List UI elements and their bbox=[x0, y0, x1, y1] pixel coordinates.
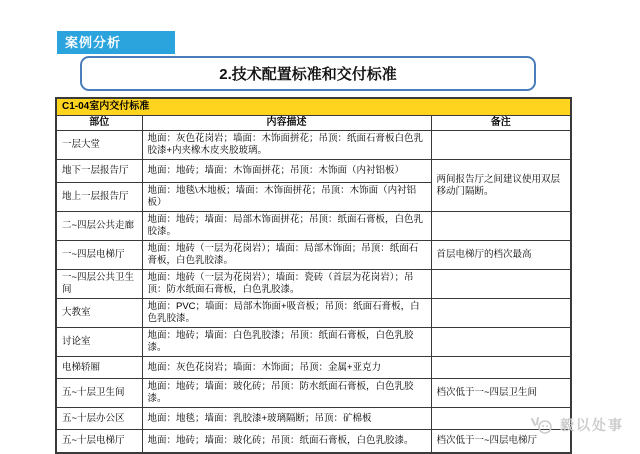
cell-note: 档次低于一~四层卫生间 bbox=[431, 379, 571, 408]
watermark-text: 毅以处事 bbox=[560, 417, 624, 433]
cell-part: 一~四层公共卫生间 bbox=[56, 270, 142, 299]
watermark bbox=[530, 414, 624, 436]
table-row bbox=[56, 299, 571, 328]
cell-description: 地面：地砖；墙面：玻化砖；吊顶：纸面石膏板，白色乳胶漆。 bbox=[142, 430, 431, 453]
cell-description: 地面：地砖；墙面：木饰面拼花；吊顶：木饰面（内衬铝板） bbox=[142, 160, 431, 183]
page-title-box bbox=[80, 56, 536, 91]
cell-note bbox=[431, 212, 571, 241]
table-row bbox=[56, 408, 571, 430]
cell-part: 五~十层办公区 bbox=[56, 408, 142, 430]
cell-part: 五~十层电梯厅 bbox=[56, 430, 142, 453]
table-row bbox=[56, 270, 571, 299]
column-header-part: 部位 bbox=[56, 116, 142, 131]
cell-description: 地面：地毯；墙面：乳胶漆+玻璃隔断；吊顶：矿棉板 bbox=[142, 408, 431, 430]
cell-part: 大教室 bbox=[56, 299, 142, 328]
cell-note: 首层电梯厅的档次最高 bbox=[431, 241, 571, 270]
table-row bbox=[56, 379, 571, 408]
cell-part: 五~十层卫生间 bbox=[56, 379, 142, 408]
watermark-icon bbox=[530, 416, 556, 434]
cell-description: 地面：地砖（一层为花岗岩）；墙面：局部木饰面；吊顶：纸面石膏板，白色乳胶漆。 bbox=[142, 241, 431, 270]
section-tag-label: 案例分析 bbox=[65, 35, 122, 50]
section-tag bbox=[57, 31, 175, 54]
table-row bbox=[56, 160, 571, 183]
cell-description: 地面：地砖；墙面：白色乳胶漆；吊顶：纸面石膏板，白色乳胶漆。 bbox=[142, 328, 431, 357]
table-row bbox=[56, 131, 571, 160]
cell-part: 讨论室 bbox=[56, 328, 142, 357]
column-header-note: 备注 bbox=[431, 116, 571, 131]
cell-note bbox=[431, 357, 571, 379]
cell-note bbox=[431, 299, 571, 328]
cell-description: 地面：地砖；墙面：玻化砖；吊顶：防水纸面石膏板，白色乳胶漆。 bbox=[142, 379, 431, 408]
table-row bbox=[56, 328, 571, 357]
cell-part: 二~四层公共走廊 bbox=[56, 212, 142, 241]
table-row bbox=[56, 212, 571, 241]
cell-note-merged: 两间报告厅之间建议使用双层移动门隔断。 bbox=[431, 160, 571, 212]
cell-part: 一层大堂 bbox=[56, 131, 142, 160]
table-row bbox=[56, 430, 571, 453]
table-row bbox=[56, 357, 571, 379]
table-row bbox=[56, 241, 571, 270]
cell-part: 电梯轿厢 bbox=[56, 357, 142, 379]
cell-part: 地上一层报告厅 bbox=[56, 183, 142, 212]
column-header-description: 内容描述 bbox=[142, 116, 431, 131]
cell-description: 地面：灰色花岗岩；墙面：木饰面拼花；吊顶：纸面石膏板白色乳胶漆+内夹橡木皮夹胶玻璃。 bbox=[142, 131, 431, 160]
cell-description: 地面：灰色花岗岩；墙面：木饰面；吊顶：金属+亚克力 bbox=[142, 357, 431, 379]
cell-description: 地面：地砖；墙面：局部木饰面拼花；吊顶：纸面石膏板，白色乳胶漆。 bbox=[142, 212, 431, 241]
cell-description: 地面：地毯\木地板；墙面：木饰面拼花；吊顶：木饰面（内衬铝板） bbox=[142, 183, 431, 212]
table-header-row bbox=[56, 116, 571, 131]
cell-note bbox=[431, 131, 571, 160]
cell-note bbox=[431, 270, 571, 299]
delivery-standards-table bbox=[55, 97, 572, 454]
cell-note: 档次低于一~四层电梯厅 bbox=[431, 430, 571, 453]
table-caption-row bbox=[56, 98, 571, 116]
page-title: 2.技术配置标准和交付标准 bbox=[219, 66, 397, 83]
cell-description: 地面：PVC；墙面：局部木饰面+吸音板；吊顶：纸面石膏板，白色乳胶漆。 bbox=[142, 299, 431, 328]
cell-part: 地下一层报告厅 bbox=[56, 160, 142, 183]
cell-description: 地面：地砖（一层为花岗岩）；墙面：瓷砖（首层为花岗岩）；吊顶：防水纸面石膏板，白色乳胶漆。 bbox=[142, 270, 431, 299]
cell-note bbox=[431, 328, 571, 357]
cell-part: 一~四层电梯厅 bbox=[56, 241, 142, 270]
table-caption: C1-04室内交付标准 bbox=[56, 98, 571, 116]
